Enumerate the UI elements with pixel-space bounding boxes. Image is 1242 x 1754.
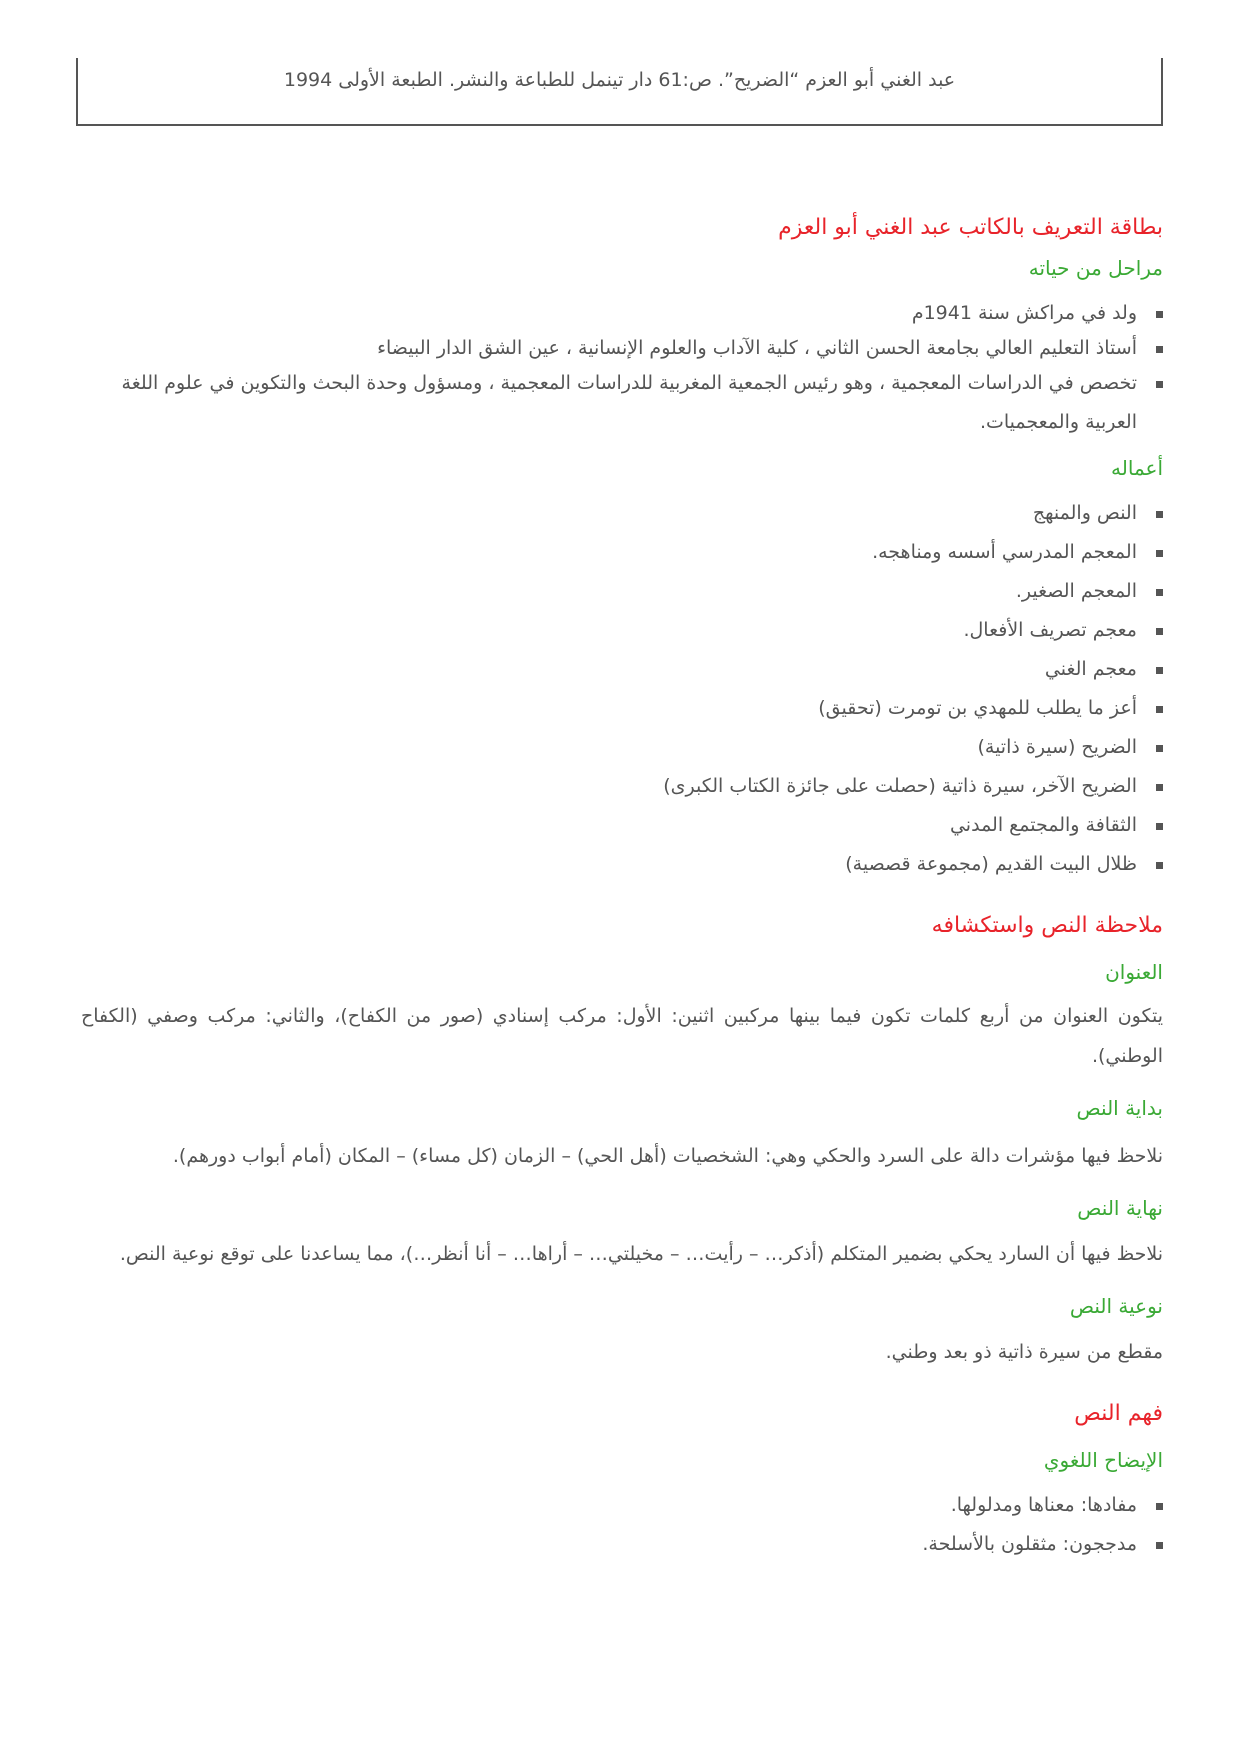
list-item: أعز ما يطلب للمهدي بن تومرت (تحقيق) — [81, 689, 1137, 728]
life-heading: مراحل من حياته — [1028, 256, 1163, 280]
vocab-list — [81, 1486, 1163, 1564]
end-paragraph: نلاحظ فيها أن السارد يحكي بضمير المتكلم (أذكر… – رأيت… – مخيلتي… – أراها… – أنا أنظر…)، مما يساعدنا على توقع نوعية النص. — [119, 1243, 1163, 1265]
list-item: مدججون: مثقلون بالأسلحة. — [81, 1525, 1137, 1564]
list-item: معجم تصريف الأفعال. — [81, 611, 1137, 650]
document-content — [81, 208, 1163, 1564]
start-heading: بداية النص — [1076, 1096, 1163, 1120]
list-item: المعجم المدرسي أسسه ومناهجه. — [81, 533, 1137, 572]
list-item: الضريح الآخر، سيرة ذاتية (حصلت على جائزة الكتاب الكبرى) — [81, 767, 1137, 806]
list-item: النص والمنهج — [81, 494, 1137, 533]
title-paragraph: يتكون العنوان من أربع كلمات تكون فيما بينها مركبين اثنين: الأول: مركب إسنادي (صور من الكفاح)، والثاني: مركب وصفي (الكفاح الوطني). — [81, 1005, 1163, 1067]
list-item: الثقافة والمجتمع المدني — [81, 806, 1137, 845]
type-heading: نوعية النص — [1069, 1294, 1163, 1318]
list-item: ولد في مراكش سنة 1941م — [81, 294, 1137, 333]
observation-section-title: ملاحظة النص واستكشافه — [931, 913, 1163, 938]
works-list — [81, 494, 1163, 884]
works-heading: أعماله — [1111, 456, 1163, 480]
type-paragraph: مقطع من سيرة ذاتية ذو بعد وطني. — [885, 1341, 1163, 1363]
list-item: ظلال البيت القديم (مجموعة قصصية) — [81, 845, 1137, 884]
list-item: معجم الغني — [81, 650, 1137, 689]
end-heading: نهاية النص — [1077, 1196, 1163, 1220]
bio-section-title: بطاقة التعريف بالكاتب عبد الغني أبو العزم — [778, 215, 1163, 240]
list-item: مفادها: معناها ومدلولها. — [81, 1486, 1137, 1525]
list-item: أستاذ التعليم العالي بجامعة الحسن الثاني ، كلية الآداب والعلوم الإنسانية ، عين الشق الدار البيضاء — [81, 329, 1137, 368]
start-paragraph: نلاحظ فيها مؤشرات دالة على السرد والحكي وهي: الشخصيات (أهل الحي) – الزمان (كل مساء) – المكان (أمام أبواب دورهم). — [172, 1145, 1163, 1167]
citation-text: عبد الغني أبو العزم “الضريح”. ص:61 دار تينمل للطباعة والنشر. الطبعة الأولى 1994 — [283, 69, 956, 91]
list-item: الضريح (سيرة ذاتية) — [81, 728, 1137, 767]
list-item: المعجم الصغير. — [81, 572, 1137, 611]
list-item: تخصص في الدراسات المعجمية ، وهو رئيس الجمعية المغربية للدراسات المعجمية ، ومسؤول وحدة البحث والتكوين في علوم اللغة العربية والمعجميات. — [81, 364, 1137, 442]
citation-box — [76, 58, 1163, 126]
understanding-section-title: فهم النص — [1074, 1401, 1163, 1426]
life-list — [81, 294, 1163, 442]
title-heading: العنوان — [1105, 960, 1163, 984]
vocab-heading: الإيضاح اللغوي — [1043, 1448, 1163, 1472]
